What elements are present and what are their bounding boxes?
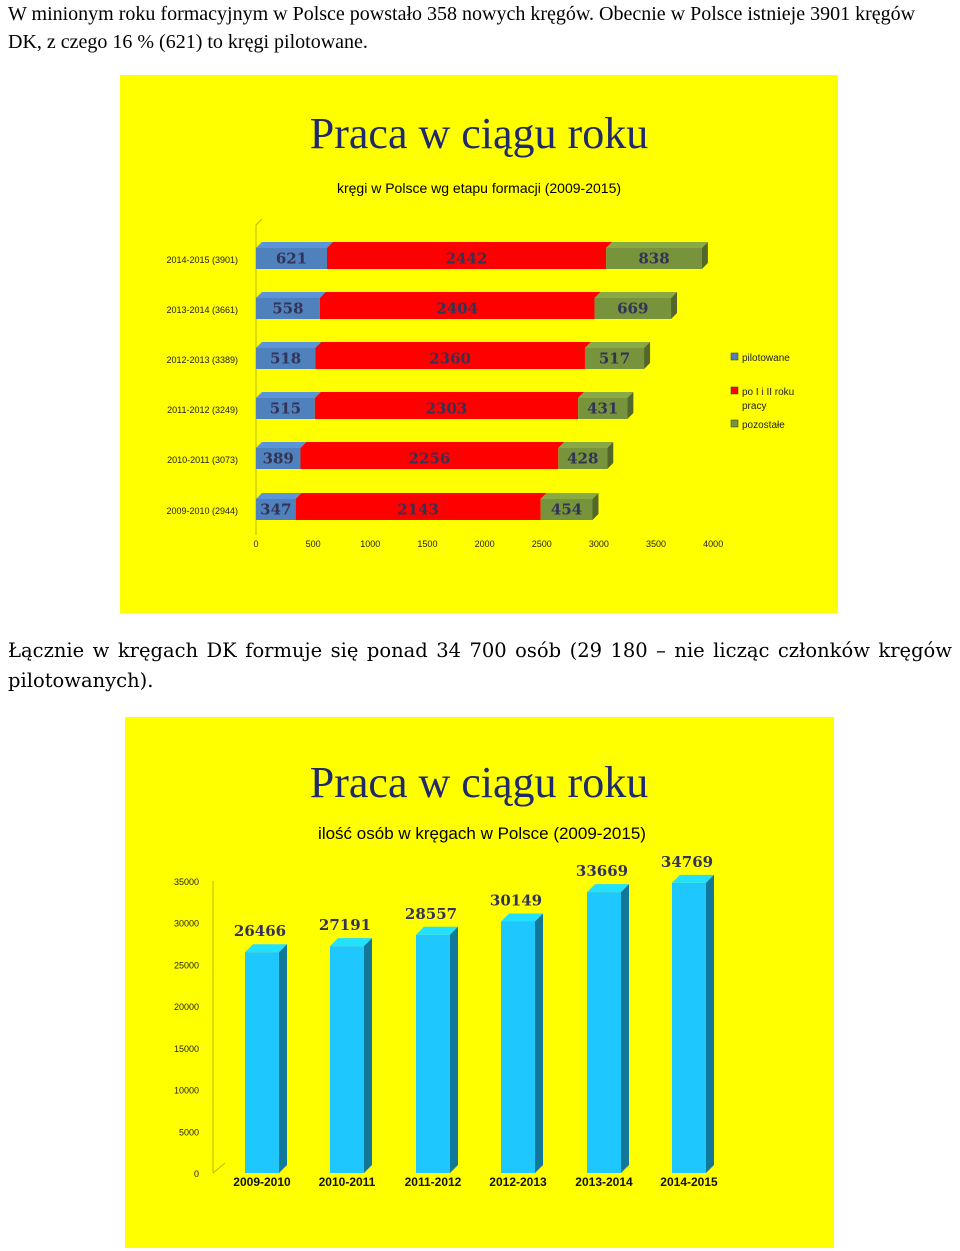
chart-1-x-tick-label: 4000 xyxy=(703,539,724,549)
chart-2-y-tick-label: 20000 xyxy=(173,1002,199,1013)
stacked-bar-chart xyxy=(120,75,838,613)
summary-paragraph: Łącznie w kręgach DK formuje się ponad 34 700 osób (29 180 – nie licząc członków kręgów pilotowanych). xyxy=(8,639,952,692)
chart-1-bar-top xyxy=(256,242,333,248)
chart-1-bar-top xyxy=(315,392,584,398)
chart-1-bar-top xyxy=(320,292,601,298)
column-chart xyxy=(125,717,834,1248)
chart-2-data-label: 34769 xyxy=(660,852,714,871)
stacked-bar-chart-panel xyxy=(120,75,838,613)
chart-1-bar-top xyxy=(256,292,326,298)
chart-1-data-label: 558 xyxy=(272,299,304,318)
chart-2-subtitle: ilość osób w kręgach w Polsce (2009-2015) xyxy=(318,824,646,843)
chart-1-data-label: 2404 xyxy=(436,299,479,318)
chart-1-category-label: 2012-2013 (3389) xyxy=(166,355,238,365)
chart-1-bar-top xyxy=(256,342,321,348)
chart-1-bar-top xyxy=(327,242,612,248)
chart-2-column xyxy=(416,935,450,1173)
chart-1-data-label: 428 xyxy=(567,449,599,468)
chart-1-data-label: 389 xyxy=(262,449,294,468)
chart-1-bar-top xyxy=(256,442,306,448)
chart-1-data-label: 2303 xyxy=(425,399,468,418)
chart-2-y-tick-label: 15000 xyxy=(173,1043,199,1054)
chart-1-bar-top xyxy=(296,493,547,499)
chart-2-x-tick-label: 2010-2011 xyxy=(318,1175,376,1189)
chart-2-column xyxy=(587,892,621,1173)
column-chart-panel xyxy=(125,717,834,1248)
chart-1-bar-top xyxy=(595,292,677,298)
chart-1-x-tick-label: 2000 xyxy=(474,539,495,549)
chart-2-column-side xyxy=(706,875,714,1173)
chart-1-x-tick-label: 500 xyxy=(305,539,321,549)
chart-2-column xyxy=(330,946,364,1173)
chart-1-legend-label: pracy xyxy=(742,401,767,412)
chart-1-legend-label: po I i II roku xyxy=(742,387,795,398)
chart-1-category-label: 2014-2015 (3901) xyxy=(166,255,238,265)
chart-2-y-tick-label: 35000 xyxy=(173,877,199,887)
chart-2-x-tick-label: 2009-2010 xyxy=(233,1175,291,1189)
chart-2-x-tick-label: 2013-2014 xyxy=(575,1175,633,1189)
chart-2-column-side xyxy=(279,944,287,1173)
chart-2-column-side xyxy=(535,913,543,1173)
chart-2-data-label: 28557 xyxy=(404,904,458,923)
chart-1-data-label: 2442 xyxy=(445,249,488,268)
chart-2-column-side xyxy=(450,927,458,1173)
chart-1-data-label: 431 xyxy=(587,399,619,418)
chart-1-subtitle: kręgi w Polsce wg etapu formacji (2009-2015) xyxy=(336,180,622,196)
chart-2-y-tick-label: 0 xyxy=(193,1169,199,1179)
chart-1-legend-swatch xyxy=(731,353,738,360)
chart-1-data-label: 838 xyxy=(638,249,670,268)
chart-2-data-label: 26466 xyxy=(233,922,287,941)
chart-2-data-label: 27191 xyxy=(318,916,372,935)
chart-2-y-tick-label: 25000 xyxy=(173,960,199,971)
chart-1-bar-top xyxy=(558,442,613,448)
chart-2-y-tick-label: 5000 xyxy=(178,1127,199,1138)
chart-1-category-label: 2010-2011 (3073) xyxy=(167,455,238,465)
chart-1-title: Praca w ciągu roku xyxy=(309,109,649,158)
chart-2-axis-wall xyxy=(213,881,225,1173)
chart-2-data-label: 33669 xyxy=(575,862,629,881)
chart-1-data-label: 454 xyxy=(550,500,583,519)
chart-1-bar-top xyxy=(256,493,302,499)
chart-2-column xyxy=(672,883,706,1173)
chart-1-category-label: 2011-2012 (3249) xyxy=(167,405,238,415)
chart-1-bar-top xyxy=(541,493,599,499)
chart-2-title: Praca w ciągu roku xyxy=(309,758,649,807)
chart-1-data-label: 669 xyxy=(617,299,649,318)
chart-1-category-label: 2009-2010 (2944) xyxy=(166,506,238,516)
chart-1-data-label: 2143 xyxy=(397,500,440,519)
intro-paragraph: W minionym roku formacyjnym w Polsce powstało 358 nowych kręgów. Obecnie w Polsce istnieje 3901 kręgów DK, z czego 16 % (621) to kręgi pilotowane. xyxy=(8,3,916,53)
chart-1-data-label: 518 xyxy=(269,349,302,368)
chart-1-data-label: 515 xyxy=(269,399,302,418)
chart-2-column xyxy=(245,952,279,1173)
chart-1-legend-swatch xyxy=(731,420,738,427)
chart-2-column-side xyxy=(621,884,629,1173)
chart-2-y-tick-label: 10000 xyxy=(173,1085,199,1096)
chart-1-x-tick-label: 2500 xyxy=(531,539,552,549)
chart-2-x-tick-label: 2014-2015 xyxy=(660,1175,718,1189)
chart-1-legend-swatch xyxy=(731,387,738,394)
chart-2-x-tick-label: 2011-2012 xyxy=(404,1175,462,1189)
chart-1-x-tick-label: 0 xyxy=(253,539,259,549)
chart-1-category-label: 2013-2014 (3661) xyxy=(166,305,238,315)
chart-1-data-label: 2360 xyxy=(429,349,471,368)
chart-1-bar-top xyxy=(585,342,650,348)
chart-1-bar-top xyxy=(315,342,591,348)
chart-2-column-side xyxy=(364,938,372,1173)
chart-2-data-label: 30149 xyxy=(489,891,543,910)
chart-1-data-label: 347 xyxy=(260,500,292,519)
chart-1-x-tick-label: 1000 xyxy=(360,539,381,549)
chart-1-data-label: 517 xyxy=(598,349,631,368)
chart-1-data-label: 2256 xyxy=(408,449,451,468)
chart-1-x-tick-label: 1500 xyxy=(417,539,438,549)
chart-1-bar-top xyxy=(606,242,708,248)
chart-1-bar-top xyxy=(578,392,633,398)
chart-1-x-tick-label: 3000 xyxy=(588,539,609,549)
chart-2-y-tick-label: 30000 xyxy=(173,918,199,929)
chart-1-x-tick-label: 3500 xyxy=(646,539,667,549)
chart-1-legend-label: pozostałe xyxy=(742,420,785,431)
chart-1-legend-label: pilotowane xyxy=(742,353,790,364)
chart-1-data-label: 621 xyxy=(275,249,308,268)
chart-1-bar-top xyxy=(300,442,564,448)
chart-2-column xyxy=(501,921,535,1173)
chart-1-bar-top xyxy=(256,392,321,398)
chart-2-x-tick-label: 2012-2013 xyxy=(489,1175,547,1189)
